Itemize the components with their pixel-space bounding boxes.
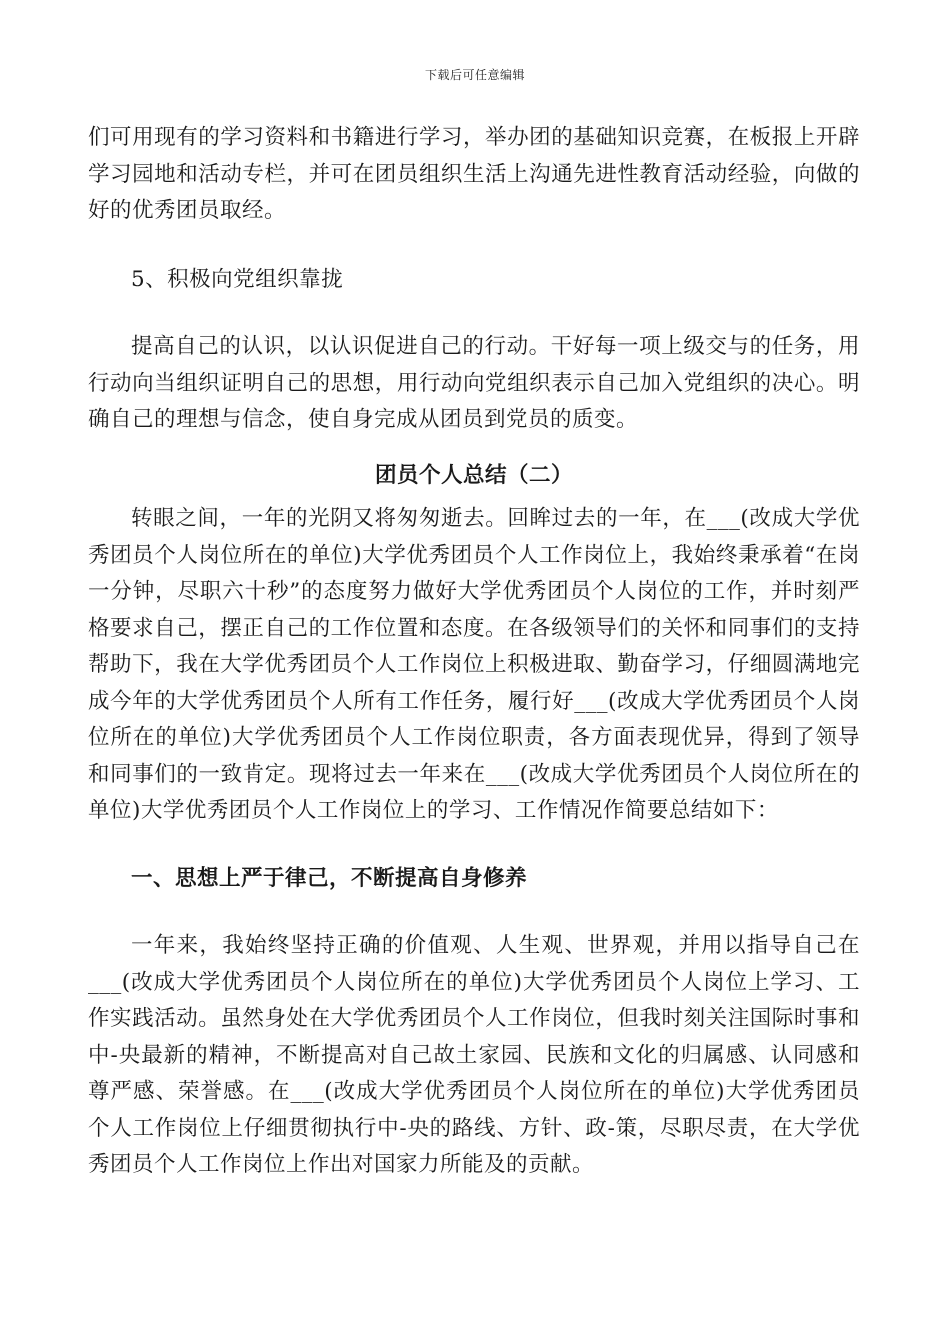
paragraph: 一年来，我始终坚持正确的价值观、人生观、世界观，并用以指导自己在___(改成大学优秀团员个人岗位所在的单位)大学优秀团员个人岗位上学习、工作实践活动。虽然身处在大学优秀团员个人工作岗位，但我时刻关注国际时事和中-央最新的精神，不断提高对自己故土家园、民族和文化的归属感、认同感和尊严感、荣誉感。在___(改成大学优秀团员个人岗位所在的单位)大学优秀团员个人工作岗位上仔细贯彻执行中-央的路线、方针、政-策，尽职尽责，在大学优秀团员个人工作岗位上作出对国家力所能及的贡献。 — [88, 933, 860, 1177]
paragraph: 转眼之间，一年的光阴又将匆匆逝去。回眸过去的一年，在___(改成大学优秀团员个人岗位所在的单位)大学优秀团员个人工作岗位上，我始终秉承着“在岗一分钟，尽职六十秒”的态度努力做好大学优秀团员个人岗位的工作，并时刻严格要求自己，摆正自己的工作位置和态度。在各级领导们的关怀和同事们的支持帮助下，我在大学优秀团员个人工作岗位上积极进取、勤奋学习，仔细圆满地完成今年的大学优秀团员个人所有工作任务，履行好___(改成大学优秀团员个人岗位所在的单位)大学优秀团员个人工作岗位职责，各方面表现优异，得到了领导和同事们的一致肯定。现将过去一年来在___(改成大学优秀团员个人岗位所在的单位)大学优秀团员个人工作岗位上的学习、工作情况作简要总结如下： — [88, 506, 860, 823]
section-item-5: 5、积极向党组织靠拢 — [131, 266, 344, 292]
document-body — [88, 120, 860, 1184]
paragraph: 提高自己的认识，以认识促进自己的行动。干好每一项上级交与的任务，用行动向当组织证明自己的思想，用行动向党组织表示自己加入党组织的决心。明确自己的理想与信念，使自身完成从团员到党员的质变。 — [88, 334, 860, 432]
header-note: 下载后可任意编辑 — [424, 68, 525, 82]
paragraph-continued: 们可用现有的学习资料和书籍进行学习，举办团的基础知识竞赛，在板报上开辟学习园地和活动专栏，并可在团员组织生活上沟通先进性教育活动经验，向做的好的优秀团员取经。 — [88, 125, 860, 223]
document-title: 团员个人总结（二） — [374, 462, 573, 488]
section-heading: 一、思想上严于律己，不断提高自身修养 — [131, 865, 528, 891]
